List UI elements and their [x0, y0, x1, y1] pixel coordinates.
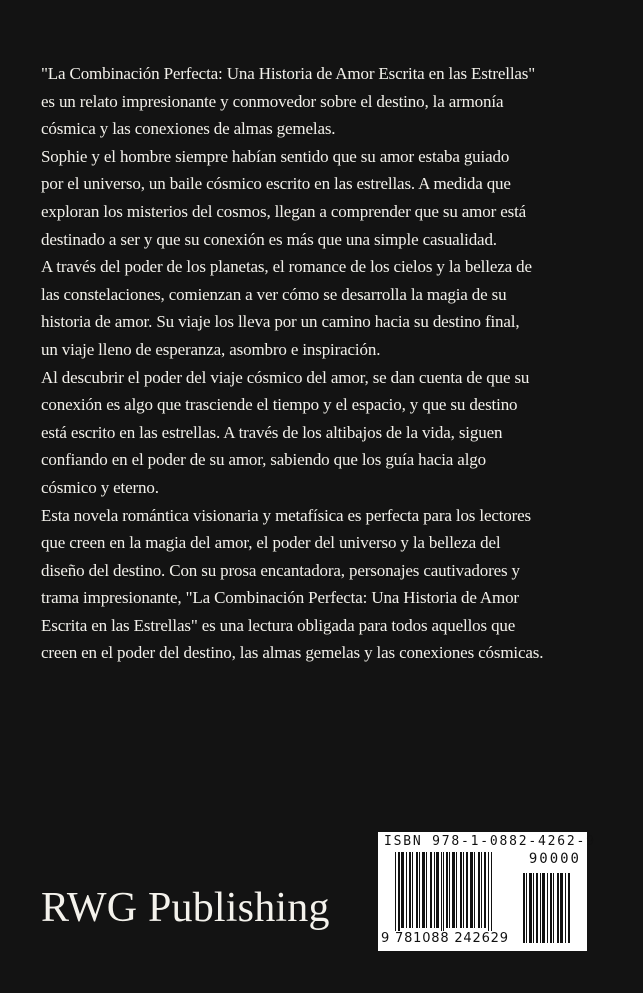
- blurb-line: por el universo, un baile cósmico escrito en las estrellas. A medida que: [41, 174, 511, 194]
- blurb-line: "La Combinación Perfecta: Una Historia de Amor Escrita en las Estrellas": [41, 64, 536, 83]
- blurb-line: está escrito en las estrellas. A través de los altibajos de la vida, siguen: [41, 422, 503, 442]
- back-cover-blurb: [41, 60, 621, 667]
- blurb-line: las constelaciones, comienzan a ver cómo se desarrolla la magia de su: [41, 284, 507, 304]
- blurb-line: exploran los misterios del cosmos, llegan a comprender que su amor está: [41, 201, 527, 221]
- isbn-label: ISBN 978-1-0882-4262-9: [384, 834, 596, 849]
- price-addon-bars: [523, 873, 579, 943]
- blurb-line: Al descubrir el poder del viaje cósmico del amor, se dan cuenta de que su: [41, 367, 530, 387]
- blurb-line: es un relato impresionante y conmovedor sobre el destino, la armonía: [41, 91, 504, 111]
- price-addon-label: 90000: [528, 851, 581, 867]
- blurb-line: diseño del destino. Con su prosa encantadora, personajes cautivadores y: [41, 560, 520, 580]
- blurb-line: que creen en la magia del amor, el poder del universo y la belleza del: [41, 533, 501, 553]
- publisher-name: RWG Publishing: [41, 885, 330, 931]
- blurb-line: Esta novela romántica visionaria y metafísica es perfecta para los lectores: [41, 505, 532, 525]
- ean-digits: [380, 932, 510, 946]
- blurb-line: A través del poder de los planetas, el romance de los cielos y la belleza de: [41, 257, 532, 277]
- blurb-line: historia de amor. Su viaje los lleva por un camino hacia su destino final,: [41, 312, 520, 332]
- blurb-line: confiando en el poder de su amor, sabiendo que los guía hacia algo: [41, 450, 486, 470]
- blurb-line: un viaje lleno de esperanza, asombro e inspiración.: [41, 339, 381, 359]
- blurb-line: cósmico y eterno.: [41, 477, 159, 497]
- blurb-line: Sophie y el hombre siempre habían sentido que su amor estaba guiado: [41, 146, 510, 166]
- blurb-line: cósmica y las conexiones de almas gemelas.: [41, 119, 336, 139]
- blurb-line: trama impresionante, "La Combinación Perfecta: Una Historia de Amor: [41, 588, 519, 608]
- blurb-line: destinado a ser y que su conexión es más que una simple casualidad.: [41, 229, 497, 249]
- blurb-line: creen en el poder del destino, las almas gemelas y las conexiones cósmicas.: [41, 643, 544, 663]
- ean-digits-text: 9 781088 242629: [381, 931, 509, 946]
- blurb-line: Escrita en las Estrellas" es una lectura obligada para todos aquellos que: [41, 615, 516, 635]
- blurb-line: conexión es algo que trasciende el tiempo y el espacio, y que su destino: [41, 395, 518, 415]
- isbn-barcode: [378, 832, 596, 951]
- ean13-bars: [395, 852, 513, 935]
